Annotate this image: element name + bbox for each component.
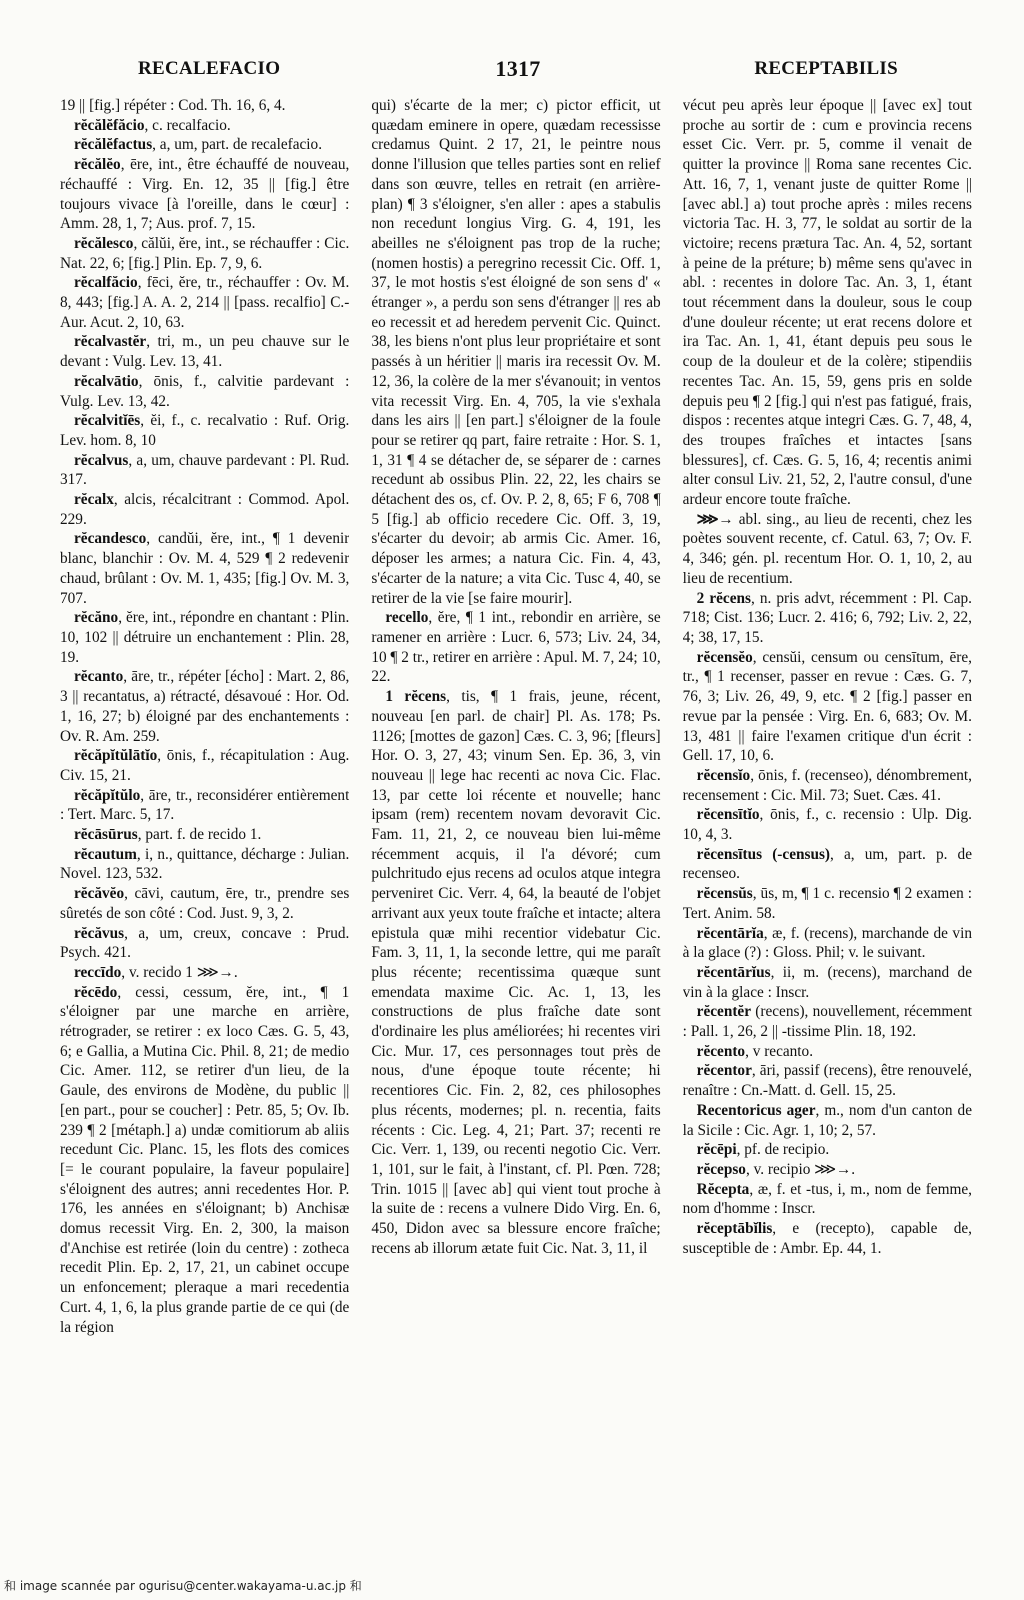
headword: rĕcalx [74, 491, 114, 509]
column-1 [60, 96, 349, 1542]
page-number: 1317 [495, 56, 541, 81]
headword: rĕceptābĭlis [696, 1220, 773, 1238]
column-3 [683, 96, 972, 1542]
headword: rĕcăno [74, 609, 119, 627]
headword: rĕcēpi [696, 1141, 737, 1159]
headword: rĕcāsūrus [74, 826, 138, 844]
dictionary-entry: rĕcautum, i, n., quittance, décharge : Julian. Novel. 123, 532. [60, 845, 350, 883]
dictionary-entry: rĕcentārĭa, æ, f. (recens), marchande de vin à la glace (?) : Gloss. Phil; v. le suivant. [682, 924, 972, 962]
dictionary-entry: rĕcentor, āri, passif (recens), être renouvelé, renaître : Cn.-Matt. d. Gell. 15, 25. [682, 1062, 972, 1100]
dictionary-entry: rĕcepso, v. recipio ⋙→. [696, 1160, 856, 1178]
headword: rĕcăvĕo [74, 885, 125, 903]
dictionary-entry: reccīdo, v. recido 1 ⋙→. [74, 963, 238, 981]
dictionary-entry: rĕcentĕr (recens), nouvellement, récemment : Pall. 1, 26, 2 || -tissime Plin. 18, 192. [682, 1003, 972, 1041]
headword: rĕcensŭs [696, 885, 753, 903]
dictionary-entry: rĕcensŭs, ūs, m, ¶ 1 c. recensio ¶ 2 examen : Tert. Anim. 58. [682, 885, 972, 922]
headword: rĕcalvastĕr [74, 333, 147, 351]
dictionary-entry: recello, ĕre, ¶ 1 int., rebondir en arrière, se ramener en arrière : Lucr. 6, 573; Liv. 24, 34, 10 ¶ 2 tr., retirer en arrière : Apul. M. 7, 24; 10, 22. [371, 609, 661, 686]
dictionary-entry: rĕcensĭo, ōnis, f. (recenseo), dénombrement, recensement : Cic. Mil. 73; Suet. Cæs. 41. [682, 766, 972, 804]
dictionary-entry: rĕcăvĕo, cāvi, cautum, ēre, tr., prendre ses sûretés de son côté : Cod. Just. 9, 3, 2. [60, 885, 350, 922]
left-guide-word: RECALEFACIO [138, 58, 281, 79]
dictionary-entry: qui) s'écarte de la mer; c) pictor efficit, ut quædam eminere in opere, quædam recessisse credamus Quint. 2 17, 21, le peintre nous donne l'illusion que telles parties sont en relief dans son œuvre, telles en retrait (en arrière-plan) ¶ 3 s'éloigner, s'en aller : apes a stabulis non recedunt longius Virg. G. 4, 191, les abeilles ne s'éloignent pas trop de la ruche; (nomen hostis) a peregrino recessit Cic. Off. 1, 37, le mot hostis s'est éloigné de son sens d' « étranger », a perdu son sens d'étranger || res ab eo recessit et ad heredem pervenit Cic. Quinct. 38, les biens n'ont plus leur propriétaire et sont passés à un héritier || maris ira recessit Ov. M. 12, 36, la colère de la mer s'évanouit; in ventos vita recessit Virg. En. 4, 705, la vie s'exhala dans les airs || [en part.] s'éloigner de la foule pour se retirer qq part, faire retraite : Hor. S. 1, 1, 31 ¶ 4 se détacher de, se séparer de : carnes recedunt ab ossibus Plin. 22, 22, les chairs se détachent des os, cf. Ov. P. 2, 8, 65; F 6, 708 ¶ 5 [fig.] ab officio recedere Cic. Off. 3, 19, s'écarter du devoir; ab armis Cic. Amer. 16, déposer les armes; a natura Cic. Fin. 4, 43, s'écarter de la nature; a vita Cic. Tusc 4, 40, se retirer de la vie [se faire mourir]. [371, 97, 661, 607]
headword: rĕcalfăcio [74, 274, 138, 292]
dictionary-entry: rĕcensĕo, censŭi, censum ou censītum, ēre, tr., ¶ 1 recenser, passer en revue : Cæs. G. 7, 76, 3; Liv. 26, 49, 9, etc. ¶ 2 [fig.] passer en revue par la pensée : Virg. En. 6, 683; Ov. M. 13, 481 || faire l'examen critique d'un écrit : Gell. 17, 10, 6. [682, 648, 972, 765]
dictionary-entry: rĕcalvastĕr, tri, m., un peu chauve sur le devant : Vulg. Lev. 13, 41. [60, 333, 350, 371]
headword: ⋙→ [696, 510, 734, 528]
headword: rĕcăpĭtŭlo [74, 786, 141, 804]
dictionary-entry: rĕcalvus, a, um, chauve pardevant : Pl. Rud. 317. [60, 451, 350, 489]
scan-credit: 和 image scannée par ogurisu@center.wakayama-u.ac.jp 和 [4, 1579, 362, 1593]
headword: rĕcensītus (-census) [696, 845, 830, 863]
dictionary-entry: rĕcăno, ĕre, int., répondre en chantant : Plin. 10, 102 || détruire un enchantement : Plin. 28, 19. [60, 609, 350, 666]
dictionary-entry: rĕcensītĭo, ōnis, f., c. recensio : Ulp. Dig. 10, 4, 3. [682, 806, 972, 844]
headword: rĕcălĕfăcio [74, 116, 145, 134]
headword: rĕcepso [696, 1160, 746, 1178]
headword: rĕcăvus [74, 924, 125, 942]
headword: recello [385, 609, 429, 627]
headword: 1 rĕcens [385, 688, 447, 706]
headword: Rĕcepta [696, 1180, 750, 1198]
dictionary-entry: rĕcăvus, a, um, creux, concave : Prud. Psych. 421. [60, 924, 350, 962]
dictionary-entry: rĕcanto, āre, tr., répéter [écho] : Mart. 2, 86, 3 || recantatus, a) rétracté, désavoué : Hor. Od. 1, 16, 27; b) éloigné par des enchantements : Ov. R. Am. 259. [60, 668, 350, 745]
dictionary-entry: rĕcălĕfăcio, c. recalfacio. [74, 116, 231, 134]
headword: rĕcēdo [74, 983, 118, 1001]
column-2 [371, 96, 660, 1542]
dictionary-entry: Recentoricus ager, m., nom d'un canton de la Sicile : Cic. Agr. 1, 10; 2, 57. [682, 1101, 972, 1139]
dictionary-entry: 2 rĕcens, n. pris advt, récemment : Pl. Cap. 718; Cist. 136; Lucr. 2. 416; 6, 792; Liv. 2, 22, 4; 38, 17, 15. [682, 589, 972, 646]
dictionary-entry: rĕcalfăcio, fēci, ĕre, tr., réchauffer : Ov. M. 8, 443; [fig.] A. A. 2, 214 || [pass. recalfio] C.-Aur. Acut. 2, 10, 63. [60, 274, 350, 331]
dictionary-entry: ⋙→ abl. sing., au lieu de recenti, chez les poètes souvent recente, cf. Catul. 63, 7; Ov. F. 4, 346; gén. pl. recentum Hor. O. 1, 10, 2, au lieu de recentium. [682, 510, 972, 587]
headword: rĕcalvātio [74, 372, 139, 390]
headword: rĕcanto [74, 668, 124, 686]
headword: reccīdo [74, 963, 122, 981]
dictionary-entry: Rĕcepta, æ, f. et -tus, i, m., nom de femme, nom d'homme : Inscr. [682, 1180, 972, 1218]
headword: rĕcălĕfactus [74, 136, 153, 154]
dictionary-entry: rĕcăpĭtŭlātĭo, ōnis, f., récapitulation : Aug. Civ. 15, 21. [60, 747, 350, 784]
headword: rĕcensĭo [696, 766, 751, 784]
headword: 2 rĕcens [696, 589, 751, 607]
headword: rĕcălĕo [74, 156, 121, 174]
headword: rĕcandesco [74, 530, 147, 548]
dictionary-entry: rĕcalx, alcis, récalcitrant : Commod. Apol. 229. [60, 491, 350, 528]
right-guide-word: RECEPTABILIS [754, 58, 898, 79]
headword: Recentoricus ager [696, 1101, 816, 1119]
headword: rĕcautum [74, 845, 137, 863]
dictionary-entry: rĕcentārĭus, ii, m. (recens), marchand de vin à la glace : Inscr. [682, 963, 972, 1001]
dictionary-columns [60, 96, 972, 1542]
headword: rĕcalvitĭēs [74, 412, 141, 430]
dictionary-entry: vécut peu après leur époque || [avec ex] tout proche au sortir de : cum e provincia recens esset Cic. Verr. pr. 5, comme il venait de quitter la province || Roma sane recentes Cic. Att. 16, 7, 1, venant juste de quitter Rome || [avec abl.] a) tout proche après : miles recens victoria Tac. H. 3, 77, le soldat au sortir de la victoire; recens prætura Tac. An. 4, 52, sortant à peine de la préture; b) même sens qu'avec in abl. : recentes in dolore Tac. An. 3, 1, étant tout récemment dans la douleur, sous le coup d'une douleur récente; ut erat recens dolore et ira Tac. An. 1, 41, étant depuis peu sous le coup de la douleur et de la colère; stipendiis recentes Tac. An. 15, 59, gens pris en solde depuis peu ¶ 2 [fig.] qui n'est pas fatigué, frais, dispos : recentes atque integri Cæs. G. 7, 48, 4, des troupes fraîches et intactes [sans blessures], cf. Cæs. G. 5, 16, 4; recentis animi alter consul Liv. 21, 52, 2, l'autre consul, d'une ardeur encore toute fraîche. [682, 97, 972, 509]
headword: rĕcalvus [74, 451, 129, 469]
headword: rĕcento [696, 1042, 746, 1060]
headword: rĕcentĕr [696, 1003, 751, 1021]
dictionary-entry: rĕcălĕo, ēre, int., être échauffé de nouveau, réchauffé : Virg. En. 12, 35 || [fig.] être toujours vivace [à l'oreille, dans le cœur] : Amm. 28, 1, 7; Aus. prof. 7, 15. [60, 156, 350, 233]
headword: rĕcentārĭa [696, 924, 764, 942]
headword: rĕcensĕo [696, 648, 753, 666]
dictionary-entry: rĕcēdo, cessi, cessum, ĕre, int., ¶ 1 s'éloigner par une marche en arrière, rétrograder, se retirer : ex loco Cæs. G. 5, 43, 6; e Gallia, a Mutina Cic. Phil. 8, 21; de medio Cic. Amer. 112, se retirer d'un lieu, de la Gaule, des environs de Modène, du public || [en part., pour se coucher] : Petr. 85, 5; Ov. Ib. 239 ¶ 2 [métaph.] a) undæ comitiorum ab aliis recedunt Cic. Planc. 15, les flots des comices [= le courant populaire, la faveur populaire] s'éloignent des autres; anni recedentes Hor. P. 176, les années en s'éloignant; b) Anchisæ domus recessit Virg. En. 2, 300, la maison d'Anchise est retirée (loin du centre) : zotheca recedit Plin. Ep. 2, 17, 21, un cabinet occupe un enfoncement; pleraque a mari recedentia Curt. 4, 1, 6, la plus grande partie de ce qui (de la région [60, 983, 350, 1336]
dictionary-entry: 1 rĕcens, tis, ¶ 1 frais, jeune, récent, nouveau [en parl. de chair] Pl. As. 178; Ps. 1126; [mottes de gazon] Cæs. C. 3, 96; [fleurs] Hor. O. 3, 27, 43; vinum Sen. Ep. 36, 3, vin nouveau || lege hac recenti ac nova Cic. Flac. 13, par cette loi récente et nouvelle; hanc ipsam (rem) recentem novam devoravit Cic. Fam. 11, 21, 2, ce nouveau bien lui-même récemment acquis, il l'a dévoré; cum pulchritudo ejus recens ad oculos atque integra perveniret Cic. Verr. 4, 64, la beauté de l'objet arrivant aux yeux toute fraîche et intacte; altera epistula quæ mihi recentior videbatur Cic. Fam. 3, 11, 1, la seconde lettre, qui me paraît plus récente; recentissima quæque sunt emendata maxime Cic. Ac. 1, 13, les constructions de plus fraîche date sont d'ordinaire les plus améliorées; hi recentes viri Cic. Mur. 17, ces personnages tout près de nous, d'une époque toute récente; hi recentiores Cic. Fin. 2, 82, ces philosophes plus récents, modernes; pl. n. recentia, faits récents : Cic. Leg. 4, 21; Part. 37; recenti re Cic. Verr. 1, 139, ou recenti negotio Cic. Verr. 1, 101, sur le fait, à l'instant, cf. Pl. Pœn. 728; Trin. 1015 || [avec ab] qui vient tout proche à la suite de : recens a vulnere Dido Virg. En. 6, 450, Didon avec sa blessure encore fraîche; recens ab illorum ætate fuit Cic. Nat. 3, 11, il [371, 688, 661, 1257]
dictionary-entry: rĕcăpĭtŭlo, āre, tr., reconsidérer entièrement : Tert. Marc. 5, 17. [60, 786, 350, 824]
dictionary-entry: rĕcēpi, pf. de recipio. [696, 1141, 830, 1159]
headword: rĕcălesco [74, 234, 134, 252]
headword: rĕcensītĭo [696, 806, 760, 824]
headword: rĕcentor [696, 1062, 752, 1080]
dictionary-entry: rĕcensītus (-census), a, um, part. p. de recenseo. [682, 845, 972, 883]
running-header [138, 58, 898, 82]
dictionary-entry: rĕcandesco, candŭi, ĕre, int., ¶ 1 devenir blanc, blanchir : Ov. M. 4, 529 ¶ 2 redevenir chaud, brûlant : Ov. M. 1, 435; [fig.] Ov. M. 3, 707. [60, 530, 350, 607]
dictionary-entry: 19 || [fig.] répéter : Cod. Th. 16, 6, 4. [60, 97, 286, 114]
dictionary-entry: rĕcălĕfactus, a, um, part. de recalefacio. [74, 136, 323, 154]
headword: rĕcentārĭus [696, 963, 771, 981]
headword: rĕcăpĭtŭlātĭo [74, 747, 158, 765]
dictionary-entry: rĕcălesco, călŭi, ĕre, int., se réchauffer : Cic. Nat. 22, 6; [fig.] Plin. Ep. 7, 9, 6. [60, 234, 350, 272]
dictionary-entry: rĕceptābĭlis, e (recepto), capable de, susceptible de : Ambr. Ep. 44, 1. [682, 1220, 972, 1257]
dictionary-entry: rĕcāsūrus, part. f. de recido 1. [74, 826, 262, 844]
dictionary-entry: rĕcalvitĭēs, ĕi, f., c. recalvatio : Ruf. Orig. Lev. hom. 8, 10 [60, 412, 350, 449]
dictionary-entry: rĕcento, v recanto. [696, 1042, 814, 1060]
dictionary-entry: rĕcalvātio, ōnis, f., calvitie pardevant : Vulg. Lev. 13, 42. [60, 372, 350, 410]
